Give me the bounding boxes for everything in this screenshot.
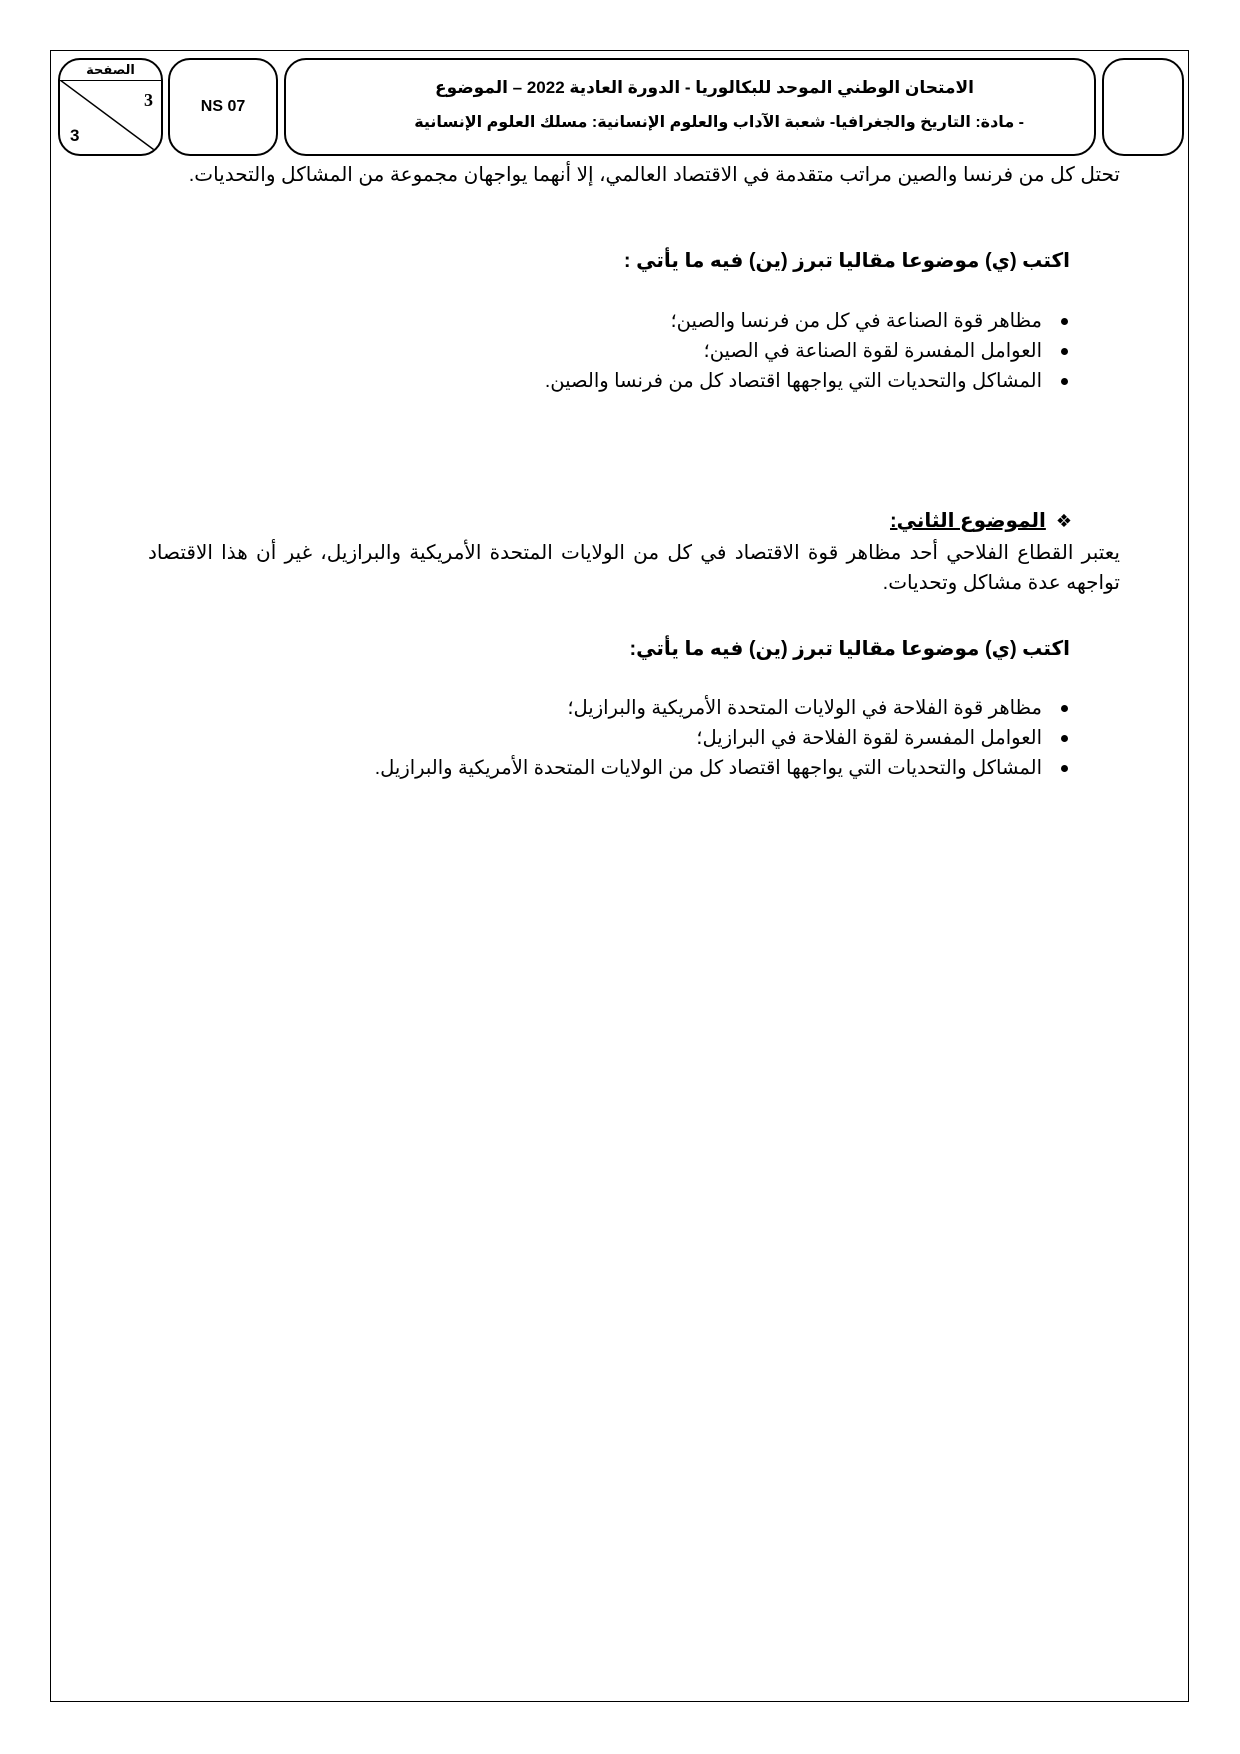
subject2-bullet-list	[375, 693, 1070, 783]
exam-title-box	[284, 58, 1096, 156]
bullet-icon	[1061, 705, 1068, 712]
header-empty-box	[1102, 58, 1184, 156]
exam-title: الامتحان الوطني الموحد للبكالوريا - الدورة العادية 2022 – الموضوع	[434, 78, 974, 97]
subject2-heading-text: الموضوع الثاني:	[890, 510, 1046, 532]
subject1-intro: تحتل كل من فرنسا والصين مراتب متقدمة في الاقتصاد العالمي، إلا أنهما يواجهان مجموعة من المشاكل والتحديات.	[188, 164, 1120, 186]
bullet-icon	[1061, 378, 1068, 385]
page-frame	[50, 50, 1189, 1702]
bullet-icon	[1061, 735, 1068, 742]
bullet-icon	[1061, 348, 1068, 355]
bullet-icon	[1061, 318, 1068, 325]
exam-subject: - مادة: التاريخ والجغرافيا- شعبة الآداب والعلوم الإنسانية: مسلك العلوم الإنسانية	[414, 114, 1024, 131]
list-item: العوامل المفسرة لقوة الصناعة في الصين؛	[545, 336, 1070, 366]
diamond-bullet-icon: ❖	[1055, 511, 1072, 532]
subject2-instruction: اكتب (ي) موضوعا مقاليا تبرز (ين) فيه ما يأتي:	[629, 638, 1070, 660]
subject2-heading	[890, 508, 1072, 533]
exam-code: NS 07	[200, 98, 246, 115]
bullet-icon	[1061, 765, 1068, 772]
subject1-instruction: اكتب (ي) موضوعا مقاليا تبرز (ين) فيه ما يأتي :	[623, 250, 1070, 272]
list-item: المشاكل والتحديات التي يواجهها اقتصاد كل من فرنسا والصين.	[545, 366, 1070, 396]
page-number-box	[58, 58, 163, 156]
page-label: الصفحة	[60, 60, 161, 81]
exam-code-box	[168, 58, 278, 156]
list-item: مظاهر قوة الفلاحة في الولايات المتحدة الأمريكية والبرازيل؛	[375, 693, 1070, 723]
list-item: مظاهر قوة الصناعة في كل من فرنسا والصين؛	[545, 306, 1070, 336]
page-current: 3	[144, 90, 153, 110]
page-total: 3	[70, 126, 80, 145]
list-item: المشاكل والتحديات التي يواجهها اقتصاد كل من الولايات المتحدة الأمريكية والبرازيل.	[375, 753, 1070, 783]
subject1-bullet-list	[545, 306, 1070, 396]
list-item: العوامل المفسرة لقوة الفلاحة في البرازيل؛	[375, 723, 1070, 753]
subject2-intro: يعتبر القطاع الفلاحي أحد مظاهر قوة الاقتصاد في كل من الولايات المتحدة الأمريكية والبرازيل، غير أن هذا الاقتصاد تواجهه عدة مشاكل وتحديات.	[148, 542, 1121, 594]
